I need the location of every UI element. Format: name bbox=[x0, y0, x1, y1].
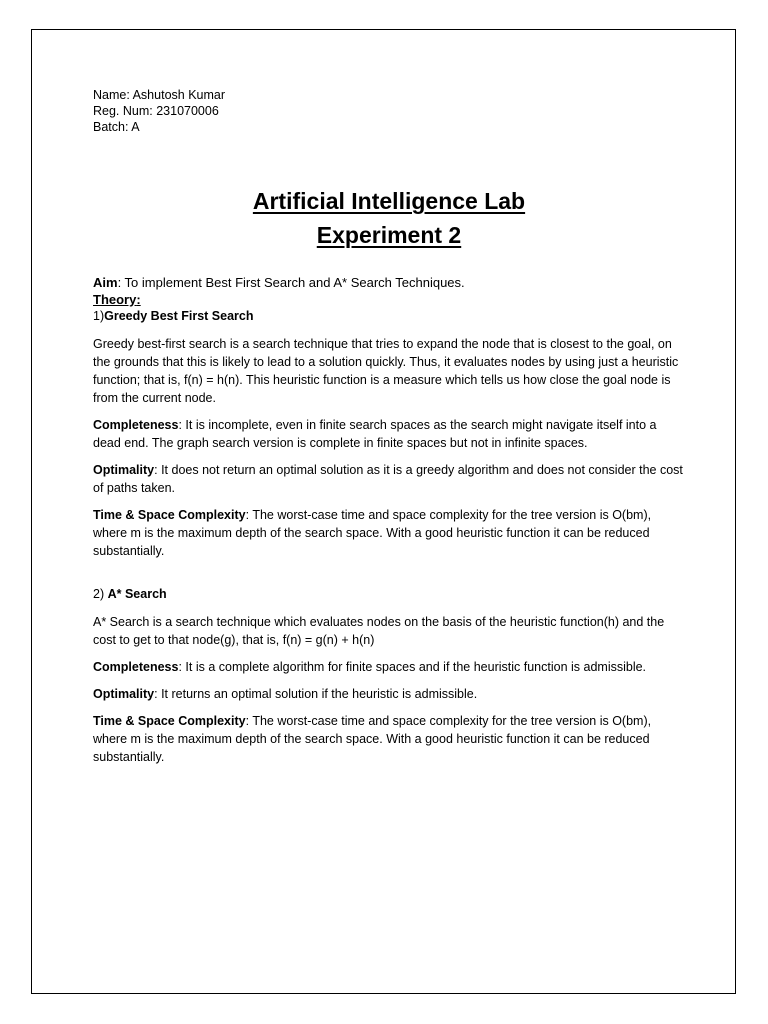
complexity-label: Time & Space Complexity bbox=[93, 714, 246, 728]
section-1-optimality bbox=[93, 461, 685, 497]
theory-colon: : bbox=[136, 292, 141, 307]
document-title bbox=[93, 184, 685, 252]
student-name: Name: Ashutosh Kumar bbox=[93, 88, 226, 102]
batch: Batch: A bbox=[93, 120, 140, 134]
complexity-text: : The worst-case time and space complexity for the tree version is O(bm), where m is the maximum depth of the search space. With a good heuristic function it can be reduced substantially. bbox=[93, 508, 652, 558]
title-line-1: Artificial Intelligence Lab bbox=[252, 188, 526, 214]
section-1-completeness bbox=[93, 416, 685, 452]
section-2-complexity bbox=[93, 712, 685, 766]
section-2-title: A* Search bbox=[107, 587, 167, 601]
theory-heading bbox=[93, 292, 685, 308]
optimality-label: Optimality bbox=[93, 463, 155, 477]
section-2-completeness bbox=[93, 658, 685, 676]
completeness-label: Completeness bbox=[93, 418, 179, 432]
complexity-text: : The worst-case time and space complexity for the tree version is O(bm), where m is the maximum depth of the search space. With a good heuristic function it can be reduced substantially. bbox=[93, 714, 652, 764]
optimality-text: : It returns an optimal solution if the heuristic is admissible. bbox=[154, 687, 478, 701]
document-content bbox=[93, 87, 685, 766]
completeness-text: : It is incomplete, even in finite search spaces as the search might navigate itself into a dead end. The graph search version is complete in finite spaces but not in infinite spaces. bbox=[93, 418, 657, 450]
section-1-heading bbox=[93, 308, 685, 325]
completeness-label: Completeness bbox=[93, 660, 179, 674]
section-1-title: Greedy Best First Search bbox=[104, 309, 254, 323]
section-1-intro: Greedy best-first search is a search technique that tries to expand the node that is closest to the goal, on the grounds that this is likely to lead to a solution quickly. Thus, it evaluates nodes by using just a heuristic function; that is, f(n) = h(n). This heuristic function is a measure which tells us how close the goal node is from the current node. bbox=[93, 337, 679, 405]
section-1-complexity bbox=[93, 506, 685, 560]
title-line-2: Experiment 2 bbox=[316, 222, 462, 248]
optimality-label: Optimality bbox=[93, 687, 155, 701]
aim-text: : To implement Best First Search and A* Search Techniques. bbox=[117, 275, 465, 290]
section-2-number: 2) bbox=[93, 587, 108, 601]
complexity-label: Time & Space Complexity bbox=[93, 508, 246, 522]
aim-paragraph bbox=[93, 274, 685, 292]
section-1-number: 1) bbox=[93, 309, 105, 323]
section-2-optimality bbox=[93, 685, 685, 703]
completeness-text: : It is a complete algorithm for finite spaces and if the heuristic function is admissible. bbox=[178, 660, 647, 674]
section-2-intro: A* Search is a search technique which evaluates nodes on the basis of the heuristic function(h) and the cost to get to that node(g), that is, f(n) = g(n) + h(n) bbox=[93, 615, 665, 647]
registration-number: Reg. Num: 231070006 bbox=[93, 104, 219, 118]
optimality-text: : It does not return an optimal solution as it is a greedy algorithm and does not consider the cost of paths taken. bbox=[93, 463, 683, 495]
theory-label: Theory bbox=[93, 292, 137, 307]
section-2-heading bbox=[93, 586, 685, 603]
student-info bbox=[93, 87, 685, 135]
aim-label: Aim bbox=[93, 275, 118, 290]
document-page bbox=[31, 29, 736, 994]
